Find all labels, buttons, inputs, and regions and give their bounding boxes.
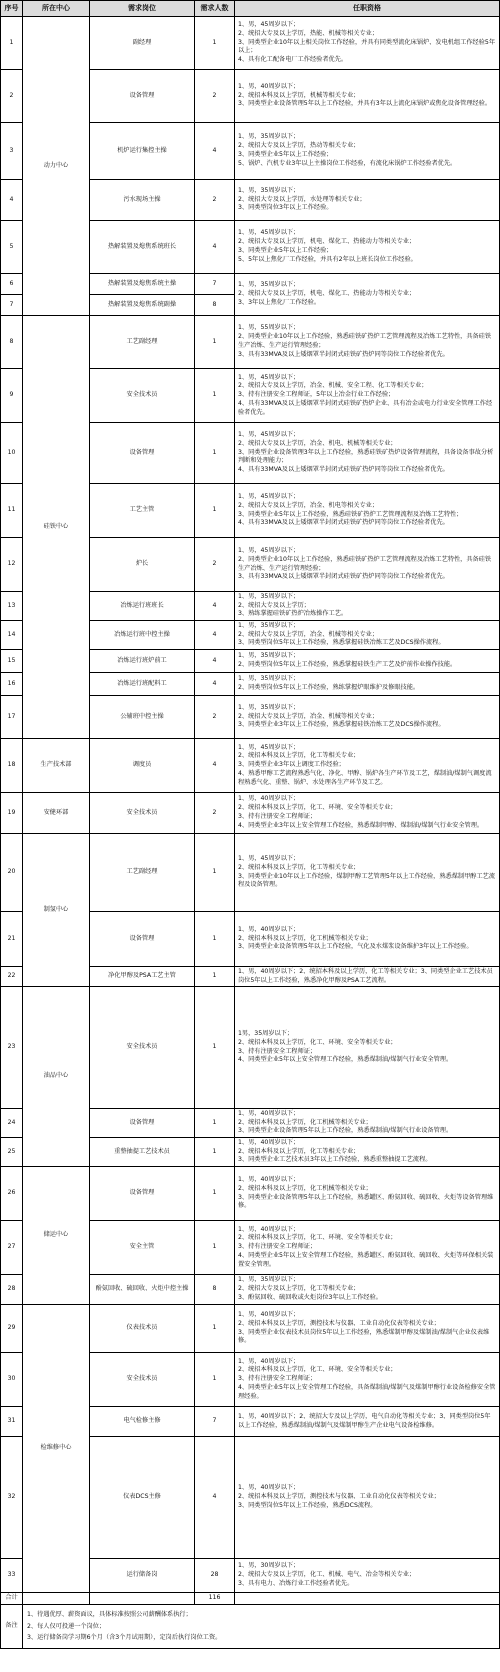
center-cell: 储运中心 (23, 1167, 90, 1305)
requirements-cell: 1、男，40周岁以下；2、统招本科及以上学历，化工等相关专业；3、同类型企业工艺技术员岗位5年以上工作经验，熟悉净化甲醇及PSA工艺流程。 (235, 967, 500, 987)
count-cell: 1 (195, 369, 235, 423)
row-number: 4 (1, 180, 23, 221)
center-cell: 制氢中心 (23, 834, 90, 987)
row-number: 21 (1, 912, 23, 967)
requirements-cell: 1、男，40周岁以下； 2、统招本科及以上学历，机械等相关专业； 3、同类型企业设备管理5年以上工作经验，并具有3年以上流化床锅炉或焦化设备管理经验。 (235, 70, 500, 123)
table-row (1, 17, 500, 70)
table-row (1, 1305, 500, 1353)
table-header-row (1, 1, 500, 17)
center-cell: 油品中心 (23, 987, 90, 1167)
requirements-cell: 1、男，35周岁以下； 2、统招大专及以上学历，冶金、机械等相关专业； 3、同类型岗位5年以上工作经验，熟悉掌握硅铁冶炼工艺及DCS操作流程。 (235, 621, 500, 650)
post-cell: 安全技术员 (90, 793, 195, 834)
row-number: 3 (1, 123, 23, 180)
notes-row (1, 1605, 500, 1649)
count-cell: 1 (195, 987, 235, 1109)
requirements-cell: 1、男，40周岁以下； 2、统招本科及以上学历，化工、环境、安全等相关专业； 3、持有注册安全工程师证； 4、同类型企业3年以上安全管理工作经验，熟悉煤制甲醇、煤制油/煤制气行业安全管理。 (235, 793, 500, 834)
total-label: 合计 (1, 1593, 23, 1605)
requirements-cell: 1、男，40周岁以下； 2、统招本科及以上学历，化工、环境、安全等相关专业； 3、持有注册安全工程师证； 4、同类型企业5年以上安全管理工作经验，熟悉罐区、酚氨回收、硫回收、火炬等环保相关装置安全管理。 (235, 1221, 500, 1275)
row-number: 1 (1, 17, 23, 70)
count-cell: 2 (195, 793, 235, 834)
post-cell: 热解装置及熄焦系统班长 (90, 221, 195, 274)
requirements-cell: 1、男，45周岁以下； 2、统招大专及以上学历，冶金、机电等相关专业； 3、同类型企业5年以上工作经验，熟悉硅铁矿热炉工艺管理流程及冶炼工艺特性； 4、具有33MVA及以上矮烟罩半封闭式硅铁矿热炉同等岗位工作经验者优先。 (235, 484, 500, 538)
requirements-cell: 1、男，35周岁以下； 2、统招大专及以上学历； 3、熟练掌握硅铁矿热炉冶炼操作工艺。 (235, 592, 500, 621)
post-cell: 设备管理 (90, 70, 195, 123)
row-number: 27 (1, 1221, 23, 1275)
requirements-cell: 1、男，40周岁以下； 2、统招本科及以上学历，测控技术与仪器、工业自动化仪表等相关专业； 3、同类型企业仪表技术员岗位5年以上工作经验，熟悉煤制甲醇及煤制油/煤制气企业仪表维修。 (235, 1305, 500, 1353)
center-cell: 检维修中心 (23, 1305, 90, 1593)
requirements-cell: 1、男，40周岁以下； 2、统招本科及以上学历，化工机械等相关专业； 3、同类型企业设备管理5年以上工作经验，熟悉煤制油/煤制气行业设备管理。 (235, 1109, 500, 1138)
count-cell: 4 (195, 123, 235, 180)
total-empty-cell (90, 1593, 195, 1605)
row-number: 5 (1, 221, 23, 274)
count-cell: 4 (195, 621, 235, 650)
requirements-cell: 1、男，35周岁以下； 2、统招大专及以上学历，机电、煤化工、热能动力等相关专业； 3、3年以上焦化厂工作经验。 (235, 274, 500, 316)
row-number: 16 (1, 673, 23, 696)
post-cell: 冶炼运行班配料工 (90, 673, 195, 696)
notes-text: 1、待遇优厚、薪资面议，具体标准按照公司薪酬体系执行； 2、每人仅可投递一个岗位； 3、运行储备岗学习期6个月（含3个月试用期），定岗后执行岗位工资。 (23, 1605, 500, 1649)
post-cell: 热解装置及熄焦系统主操 (90, 274, 195, 295)
row-number: 15 (1, 650, 23, 673)
post-cell: 污水现场主操 (90, 180, 195, 221)
row-number: 25 (1, 1138, 23, 1167)
post-cell: 运行储备岗 (90, 1559, 195, 1593)
post-cell: 冶炼运行班中控主操 (90, 621, 195, 650)
count-cell: 2 (195, 538, 235, 592)
table-row (1, 834, 500, 912)
requirements-cell: 1、男，35周岁以下； 2、统招大专及以上学历，冶金、机械等相关专业； 3、同类型企业3年以上工作经验，熟悉掌握硅铁冶炼工艺及DCS操作流程。 (235, 696, 500, 739)
table-row (1, 793, 500, 834)
count-cell: 1 (195, 1221, 235, 1275)
post-cell: 安全技术员 (90, 987, 195, 1109)
row-number: 23 (1, 987, 23, 1109)
row-number: 8 (1, 316, 23, 369)
count-cell: 4 (195, 592, 235, 621)
requirements-cell: 1、男，40周岁以下； 2、统招本科及以上学历，化工机械等相关专业； 3、同类型企业设备管理5年以上工作经验，气化及水煤浆设备维护3年以上工作经验。 (235, 912, 500, 967)
requirements-cell: 1、男，45周岁以下； 2、统招大专及以上学历，冶金、机电、机械等相关专业； 3、同类型企业设备管理3年以上工作经验，熟悉硅铁矿热炉设备管理流程，具备设备事故分析判断和处理能力； 4、具有33MVA及以上矮烟罩半封闭式硅铁矿热炉同等岗位工作经验者优先。 (235, 423, 500, 484)
requirements-cell: 1、男，45周岁以下； 2、统招大专及以上学历，机电、煤化工、热能动力等相关专业； 3、同类型企业5年以上工作经验； 5、5年以上焦化厂工作经验，并具有2年以上班长岗位工作经验。 (235, 221, 500, 274)
post-cell: 热解装置及熄焦系统副操 (90, 295, 195, 316)
table-row (1, 316, 500, 369)
row-number: 22 (1, 967, 23, 987)
row-number: 10 (1, 423, 23, 484)
requirements-cell: 1、男，30周岁以下； 2、统招大专及以上学历，化工、机械、电气、冶金等相关专业； 3、具有电力、冶炼行业工作经验者优先。 (235, 1559, 500, 1593)
post-cell: 酚氨回收、硫回收、火炬中控主操 (90, 1275, 195, 1305)
post-cell: 安全技术员 (90, 1353, 195, 1407)
count-cell: 1 (195, 17, 235, 70)
row-number: 13 (1, 592, 23, 621)
requirements-cell: 1、男，40周岁以下； 2、统招本科及以上学历，化工等相关专业； 3、同类型企业工艺技术员3年以上工作经验，熟悉重整抽提工艺流程。 (235, 1138, 500, 1167)
requirements-cell: 1、男，40周岁以下； 2、统招本科及以上学历，化工机械等相关专业； 3、同类型企业设备管理5年以上工作经验，熟悉罐区、酚氨回收、硫回收、火炬等设备管理维修。 (235, 1167, 500, 1221)
table-row (1, 1167, 500, 1221)
total-count: 116 (195, 1593, 235, 1605)
row-number: 19 (1, 793, 23, 834)
count-cell: 1 (195, 1138, 235, 1167)
post-cell: 设备管理 (90, 423, 195, 484)
total-row (1, 1593, 500, 1605)
total-empty-cell (235, 1593, 500, 1605)
notes-label: 备注 (1, 1605, 23, 1649)
post-cell: 设备管理 (90, 1109, 195, 1138)
post-cell: 炉长 (90, 538, 195, 592)
header-count: 需求人数 (195, 1, 235, 17)
header-center: 所在中心 (23, 1, 90, 17)
requirements-cell: 1、男，40周岁以下； 2、统招本科及以上学历，测控技术与仪器、工业自动化仪表等相关专业； 3、同类型岗位5年以上工作经验，熟悉DCS流程。 (235, 1437, 500, 1559)
count-cell: 4 (195, 650, 235, 673)
count-cell: 1 (195, 423, 235, 484)
center-cell: 安健环部 (23, 793, 90, 834)
count-cell: 1 (195, 912, 235, 967)
post-cell: 安全技术员 (90, 369, 195, 423)
count-cell: 1 (195, 834, 235, 912)
count-cell: 28 (195, 1559, 235, 1593)
count-cell: 2 (195, 180, 235, 221)
table-row (1, 987, 500, 1109)
count-cell: 4 (195, 739, 235, 793)
post-cell: 冶炼运行班班长 (90, 592, 195, 621)
requirements-cell: 1、男，45周岁以下； 2、统招大专及以上学历，冶金、机械、安全工程、化工等相关专业； 3、持有注册安全工程师证，5年以上冶金行业工作经验； 4、具有33MVA及以上矮烟罩半封闭式硅铁矿热炉企业、具有冶金或电力行业安全管理工作经验者优先。 (235, 369, 500, 423)
count-cell: 1 (195, 1353, 235, 1407)
requirements-cell: 1、男，35周岁以下； 2、统招大专及以上学历，热动等相关专业； 3、同类型企业5年以上工作经验； 5、锅炉、汽机专业3年以上主操岗位工作经验，有流化床锅炉工作经验者优先。 (235, 123, 500, 180)
post-cell: 工艺副经理 (90, 834, 195, 912)
header-post: 需求岗位 (90, 1, 195, 17)
row-number: 9 (1, 369, 23, 423)
row-number: 26 (1, 1167, 23, 1221)
post-cell: 工艺副经理 (90, 316, 195, 369)
post-cell: 仪表DCS主修 (90, 1437, 195, 1559)
requirements-cell: 1、男，45周岁以下； 2、统招大专及以上学历，热能、机械等相关专业； 3、同类型企业10年以上相关岗位工作经验，并具有同类型流化床锅炉、发电机组工作经验5年以上； 4、具有化工配备电厂工作经验者优先。 (235, 17, 500, 70)
row-number: 11 (1, 484, 23, 538)
row-number: 31 (1, 1407, 23, 1437)
requirements-cell: 1、男，35周岁以下； 2、统招大专及以上学历，化工等相关专业； 3、酚氨回收、硫回收或火炬岗位3年以上工作经验。 (235, 1275, 500, 1305)
row-number: 7 (1, 295, 23, 316)
requirements-cell: 1、男，45周岁以下； 2、同类型企业10年以上工作经验，熟悉硅铁矿热炉工艺管理流程及冶炼工艺特性，具备硅铁生产冶炼、生产运行管理经验； 3、具有33MVA及以上矮烟罩半封闭式硅铁矿热炉同等岗位工作经验者优先。 (235, 538, 500, 592)
header-requirements: 任职资格 (235, 1, 500, 17)
count-cell: 1 (195, 1305, 235, 1353)
count-cell: 4 (195, 1437, 235, 1559)
row-number: 28 (1, 1275, 23, 1305)
center-cell: 生产技术部 (23, 739, 90, 793)
post-cell: 冶炼运行班炉前工 (90, 650, 195, 673)
row-number: 17 (1, 696, 23, 739)
count-cell: 1 (195, 1109, 235, 1138)
post-cell: 机炉运行集控主操 (90, 123, 195, 180)
total-empty-cell (23, 1593, 90, 1605)
count-cell: 1 (195, 316, 235, 369)
requirements-cell: 1、男，35周岁以下； 2、同类型岗位5年以上工作经验，熟练掌握炉眼维护及修眼技能。 (235, 673, 500, 696)
row-number: 29 (1, 1305, 23, 1353)
count-cell: 7 (195, 274, 235, 295)
post-cell: 副经理 (90, 17, 195, 70)
requirements-cell: 1、男，40周岁以下； 2、统招本科及以上学历，化工、环境、安全等相关专业； 3、持有注册安全工程师证； 4、同类型企业5年以上安全管理工作经验，具备煤制油/煤制气及煤制甲醇行业设备检修安全管理经验。 (235, 1353, 500, 1407)
post-cell: 工艺主管 (90, 484, 195, 538)
row-number: 20 (1, 834, 23, 912)
post-cell: 仪表技术员 (90, 1305, 195, 1353)
count-cell: 8 (195, 1275, 235, 1305)
row-number: 24 (1, 1109, 23, 1138)
count-cell: 2 (195, 696, 235, 739)
count-cell: 1 (195, 967, 235, 987)
post-cell: 调度员 (90, 739, 195, 793)
post-cell: 设备管理 (90, 1167, 195, 1221)
post-cell: 公辅班中控主操 (90, 696, 195, 739)
row-number: 30 (1, 1353, 23, 1407)
post-cell: 净化甲醇及PSA工艺主管 (90, 967, 195, 987)
count-cell: 4 (195, 673, 235, 696)
center-cell: 硅铁中心 (23, 316, 90, 739)
row-number: 32 (1, 1437, 23, 1559)
requirements-cell: 1、男，40周岁以下；2、统招大专及以上学历，电气自动化等相关专业；3、同类型岗位5年以上工作经验，熟悉煤制油/煤制气及煤制甲醇生产企业电气设备检维修。 (235, 1407, 500, 1437)
post-cell: 电气检修主修 (90, 1407, 195, 1437)
post-cell: 重整抽提工艺技术员 (90, 1138, 195, 1167)
requirements-cell: 1男，35周岁以下； 2、统招本科及以上学历，化工、环境、安全等相关专业； 3、持有注册安全工程师证； 4、同类型企业5年以上安全管理工作经验，熟悉煤制油/煤制气行业安全管理。 (235, 987, 500, 1109)
row-number: 14 (1, 621, 23, 650)
center-cell: 动力中心 (23, 17, 90, 316)
row-number: 18 (1, 739, 23, 793)
count-cell: 1 (195, 1167, 235, 1221)
post-cell: 安全主管 (90, 1221, 195, 1275)
count-cell: 4 (195, 221, 235, 274)
requirements-cell: 1、男，45周岁以下； 2、统招本科及以上学历，化工等相关专业； 3、同类型企业3年以上调度工作经验； 4、熟悉甲醇工艺流程熟悉气化、净化、甲醇、锅炉各生产环节及工艺，煤制油/煤制气调度流程熟悉气化、重整、锅炉、水处理各生产环节及工艺。 (235, 739, 500, 793)
count-cell: 8 (195, 295, 235, 316)
count-cell: 2 (195, 70, 235, 123)
requirements-cell: 1、男，35周岁以下； 2、统招大专及以上学历，水处理等相关专业； 3、同类型岗位3年以上工作经验。 (235, 180, 500, 221)
row-number: 12 (1, 538, 23, 592)
row-number: 2 (1, 70, 23, 123)
count-cell: 1 (195, 484, 235, 538)
requirements-cell: 1、男，35周岁以下； 2、同类型岗位5年以上工作经验，熟悉掌握硅铁生产工艺及炉前作业操作技能。 (235, 650, 500, 673)
requirements-cell: 1、男，55周岁以下； 2、同类型企业10年以上工作经验，熟悉硅铁矿热炉工艺管理流程及冶炼工艺特性，具备硅铁生产冶炼、生产运行管理经验； 3、具有33MVA及以上矮烟罩半封闭式硅铁矿热炉同等岗位工作经验者优先。 (235, 316, 500, 369)
row-number: 33 (1, 1559, 23, 1593)
table-row (1, 739, 500, 793)
post-cell: 设备管理 (90, 912, 195, 967)
row-number: 6 (1, 274, 23, 295)
count-cell: 7 (195, 1407, 235, 1437)
requirements-cell: 1、男，45周岁以下； 2、统招本科及以上学历，化工等相关专业； 3、同类型企业10年以上工作经验，煤制甲醇工艺管理5年以上工作经验，熟悉煤制甲醇工艺流程及设备管理。 (235, 834, 500, 912)
header-no: 序号 (1, 1, 23, 17)
